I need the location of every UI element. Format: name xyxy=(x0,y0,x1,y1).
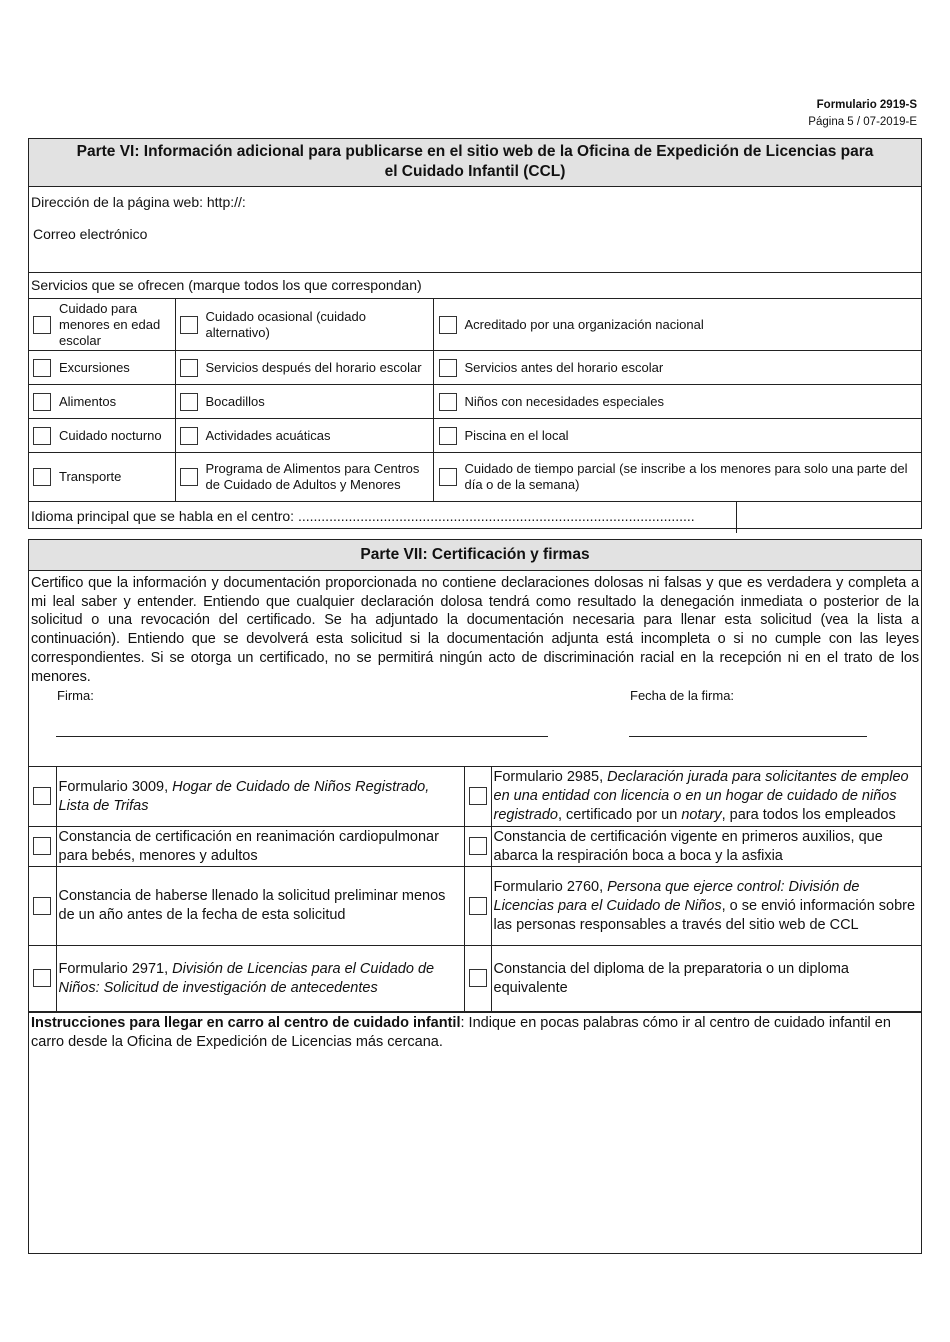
signature-date-label: Fecha de la firma: xyxy=(630,688,735,704)
service-cell xyxy=(433,385,921,419)
service-cell xyxy=(29,419,175,453)
document-label-part: Formulario 2971, xyxy=(58,960,173,977)
service-label: Programa de Alimentos para Centros de Cuidado de Adultos y Menores xyxy=(205,461,420,492)
document-label-part: Formulario 3009, xyxy=(58,778,173,795)
service-label: Cuidado de tiempo parcial (se inscribe a los menores para solo una parte del día o de la semana) xyxy=(464,461,908,492)
service-cell xyxy=(29,351,175,385)
document-label-part: Constancia del diploma de la preparatoria o un diploma equivalente xyxy=(493,960,849,996)
services-row xyxy=(29,419,921,453)
document-checkbox[interactable] xyxy=(33,837,51,855)
document-label xyxy=(56,827,464,867)
document-label-part: notary xyxy=(681,807,722,824)
services-table xyxy=(29,299,921,502)
page-info: Página 5 / 07-2019-E xyxy=(808,116,917,128)
signature-line[interactable] xyxy=(56,736,548,737)
part7-title: Parte VII: Certificación y firmas xyxy=(29,540,921,571)
document-label-part: Formulario 2985, xyxy=(493,769,608,786)
signature-row xyxy=(29,686,921,750)
document-label xyxy=(491,867,921,946)
signature-label: Firma: xyxy=(57,688,94,704)
document-checkbox[interactable] xyxy=(33,897,51,915)
document-label-part: Persona que ejerce control: División de Licencias para el Cuidado de Niños xyxy=(493,878,860,914)
service-option[interactable] xyxy=(29,385,175,418)
service-label: Actividades acuáticas xyxy=(205,427,331,443)
services-row xyxy=(29,299,921,351)
directions-answer-area[interactable] xyxy=(29,1053,921,1263)
service-option[interactable] xyxy=(176,351,433,384)
document-label-part: Constancia de certificación en reanimación cardiopulmonar para bebés, menores y adultos xyxy=(58,828,439,864)
part7-section xyxy=(28,539,922,1254)
service-label: Cuidado ocasional (cuidado alternativo) xyxy=(205,308,366,340)
service-option[interactable] xyxy=(434,299,922,350)
service-option[interactable] xyxy=(176,453,433,501)
service-label: Cuidado para menores en edad escolar xyxy=(59,300,161,348)
service-label: Acreditado por una organización nacional xyxy=(464,316,704,332)
documents-table xyxy=(29,766,921,1012)
document-checkbox-cell xyxy=(29,867,56,946)
document-label xyxy=(56,946,464,1012)
service-checkbox[interactable] xyxy=(180,316,198,334)
directions-text: : Indique en pocas palabras cómo ir al centro de cuidado infantil en carro desde la Oficina de Expedición de Licencias más cercana. xyxy=(31,1015,891,1051)
document-label-part: Declaración jurada para solicitantes de empleo en una entidad con licencia o en un hogar de cuidado de niños registrado xyxy=(493,769,909,824)
service-label: Alimentos xyxy=(59,393,117,409)
services-row xyxy=(29,351,921,385)
language-field[interactable] xyxy=(29,502,737,533)
service-cell xyxy=(29,385,175,419)
document-checkbox[interactable] xyxy=(33,787,51,805)
service-cell xyxy=(175,419,433,453)
service-checkbox[interactable] xyxy=(180,427,198,445)
document-label-part: Constancia de certificación vigente en primeros auxilios, que abarca la respiración boca a boca y la asfixia xyxy=(493,828,883,864)
service-option[interactable] xyxy=(176,419,433,452)
service-checkbox[interactable] xyxy=(439,427,457,445)
service-cell xyxy=(175,351,433,385)
document-checkbox-cell xyxy=(29,946,56,1012)
document-checkbox-cell xyxy=(29,827,56,867)
service-checkbox[interactable] xyxy=(33,427,51,445)
language-row xyxy=(29,502,921,533)
service-label: Servicios antes del horario escolar xyxy=(464,359,664,375)
part6-section xyxy=(28,138,922,529)
language-value-box[interactable] xyxy=(737,502,921,533)
document-checkbox[interactable] xyxy=(469,787,487,805)
service-label: Servicios después del horario escolar xyxy=(205,359,422,375)
services-row xyxy=(29,385,921,419)
service-checkbox[interactable] xyxy=(180,393,198,411)
service-label: Bocadillos xyxy=(205,393,265,409)
document-label xyxy=(56,767,464,827)
service-option[interactable] xyxy=(434,385,922,418)
service-option[interactable] xyxy=(29,419,175,452)
document-checkbox[interactable] xyxy=(469,969,487,987)
service-cell xyxy=(433,299,921,351)
signature-date-line[interactable] xyxy=(629,736,867,737)
directions-title: Instrucciones para llegar en carro al centro de cuidado infantil xyxy=(31,1015,461,1032)
document-checkbox-cell xyxy=(464,767,491,827)
services-row xyxy=(29,453,921,502)
service-checkbox[interactable] xyxy=(33,359,51,377)
service-option[interactable] xyxy=(434,351,922,384)
document-label-part: , certificado por un xyxy=(557,807,682,824)
form-number: Formulario 2919-S xyxy=(816,99,917,111)
document-row xyxy=(29,867,921,946)
service-checkbox[interactable] xyxy=(33,468,51,486)
document-checkbox[interactable] xyxy=(469,837,487,855)
document-row xyxy=(29,946,921,1012)
service-cell xyxy=(29,453,175,502)
document-label xyxy=(491,827,921,867)
document-label xyxy=(491,767,921,827)
service-checkbox[interactable] xyxy=(439,359,457,377)
document-checkbox-cell xyxy=(464,867,491,946)
document-checkbox[interactable] xyxy=(33,969,51,987)
certification-text: Certifico que la información y documentación proporcionada no contiene declaraciones dolosas ni falsas y que es verdadera y completa a mi leal saber y entender. Entiendo que cualquier declaración dolosa tendrá como resultado la denegación inmediata o posterior de la solicitud o una revocación del certificado. Se ha adjuntado la documentación necesaria para llenar esta solicitud (vea la lista a continuación). Entiendo que se devolverá esta solicitud si la documentación adjunta está incompleta o si no cumple con las leyes correspondientes. Si se otorga un certificado, no se permitirá ningún acto de discriminación racial en la recepción ni en el trato de los menores. xyxy=(31,575,919,685)
document-label-part: , o se envió información sobre las personas responsables a través del sitio web de CCL xyxy=(493,897,916,933)
service-label: Transporte xyxy=(59,469,122,484)
service-cell xyxy=(175,453,433,502)
part6-title-line1: Parte VI: Información adicional para publicarse en el sitio web de la Oficina de Expedición de Licencias para xyxy=(76,143,874,160)
service-checkbox[interactable] xyxy=(439,393,457,411)
service-label: Niños con necesidades especiales xyxy=(464,393,664,409)
document-checkbox[interactable] xyxy=(469,897,487,915)
services-title: Servicios que se ofrecen (marque todos los que correspondan) xyxy=(29,273,921,299)
service-checkbox[interactable] xyxy=(439,468,457,486)
web-address-label: Dirección de la página web: http://: xyxy=(31,194,246,210)
service-cell xyxy=(433,351,921,385)
form-header xyxy=(808,97,917,131)
document-checkbox-cell xyxy=(464,946,491,1012)
directions-instructions xyxy=(29,1012,921,1053)
service-cell xyxy=(29,299,175,351)
document-row xyxy=(29,827,921,867)
service-label: Excursiones xyxy=(59,359,130,375)
document-checkbox-cell xyxy=(464,827,491,867)
service-checkbox[interactable] xyxy=(439,316,457,334)
service-option[interactable] xyxy=(29,453,175,501)
service-option[interactable] xyxy=(434,419,922,452)
document-label-part: Constancia de haberse llenado la solicitud preliminar menos de un año antes de la fecha de esta solicitud xyxy=(58,888,446,924)
service-cell xyxy=(175,299,433,351)
service-checkbox[interactable] xyxy=(180,468,198,486)
service-cell xyxy=(175,385,433,419)
service-cell xyxy=(433,453,921,502)
document-label xyxy=(491,946,921,1012)
document-checkbox-cell xyxy=(29,767,56,827)
part6-title-line2: el Cuidado Infantil (CCL) xyxy=(384,163,566,180)
service-label: Cuidado nocturno xyxy=(59,427,162,443)
service-option[interactable] xyxy=(29,299,175,350)
service-option[interactable] xyxy=(176,385,433,418)
service-checkbox[interactable] xyxy=(180,359,198,377)
service-checkbox[interactable] xyxy=(33,393,51,411)
service-option[interactable] xyxy=(176,299,433,350)
service-label: Piscina en el local xyxy=(464,427,569,443)
service-checkbox[interactable] xyxy=(33,316,51,334)
service-option[interactable] xyxy=(434,453,922,501)
document-label-part: Hogar de Cuidado de Niños Registrado, Lista de Trifas xyxy=(58,778,430,814)
document-label xyxy=(56,867,464,946)
service-option[interactable] xyxy=(29,351,175,384)
document-row xyxy=(29,767,921,827)
contact-row[interactable] xyxy=(29,187,921,273)
document-label-part: División de Licencias para el Cuidado de Niños: Solicitud de investigación de antecedentes xyxy=(58,960,435,996)
language-dots: ...................................................................................................... xyxy=(297,508,695,524)
part6-title xyxy=(29,139,921,187)
document-label-part: , para todos los empleados xyxy=(721,807,896,824)
email-label: Correo electrónico xyxy=(33,226,148,242)
service-cell xyxy=(433,419,921,453)
language-label: Idioma principal que se habla en el centro: xyxy=(31,508,295,524)
document-label-part: Formulario 2760, xyxy=(493,878,608,895)
